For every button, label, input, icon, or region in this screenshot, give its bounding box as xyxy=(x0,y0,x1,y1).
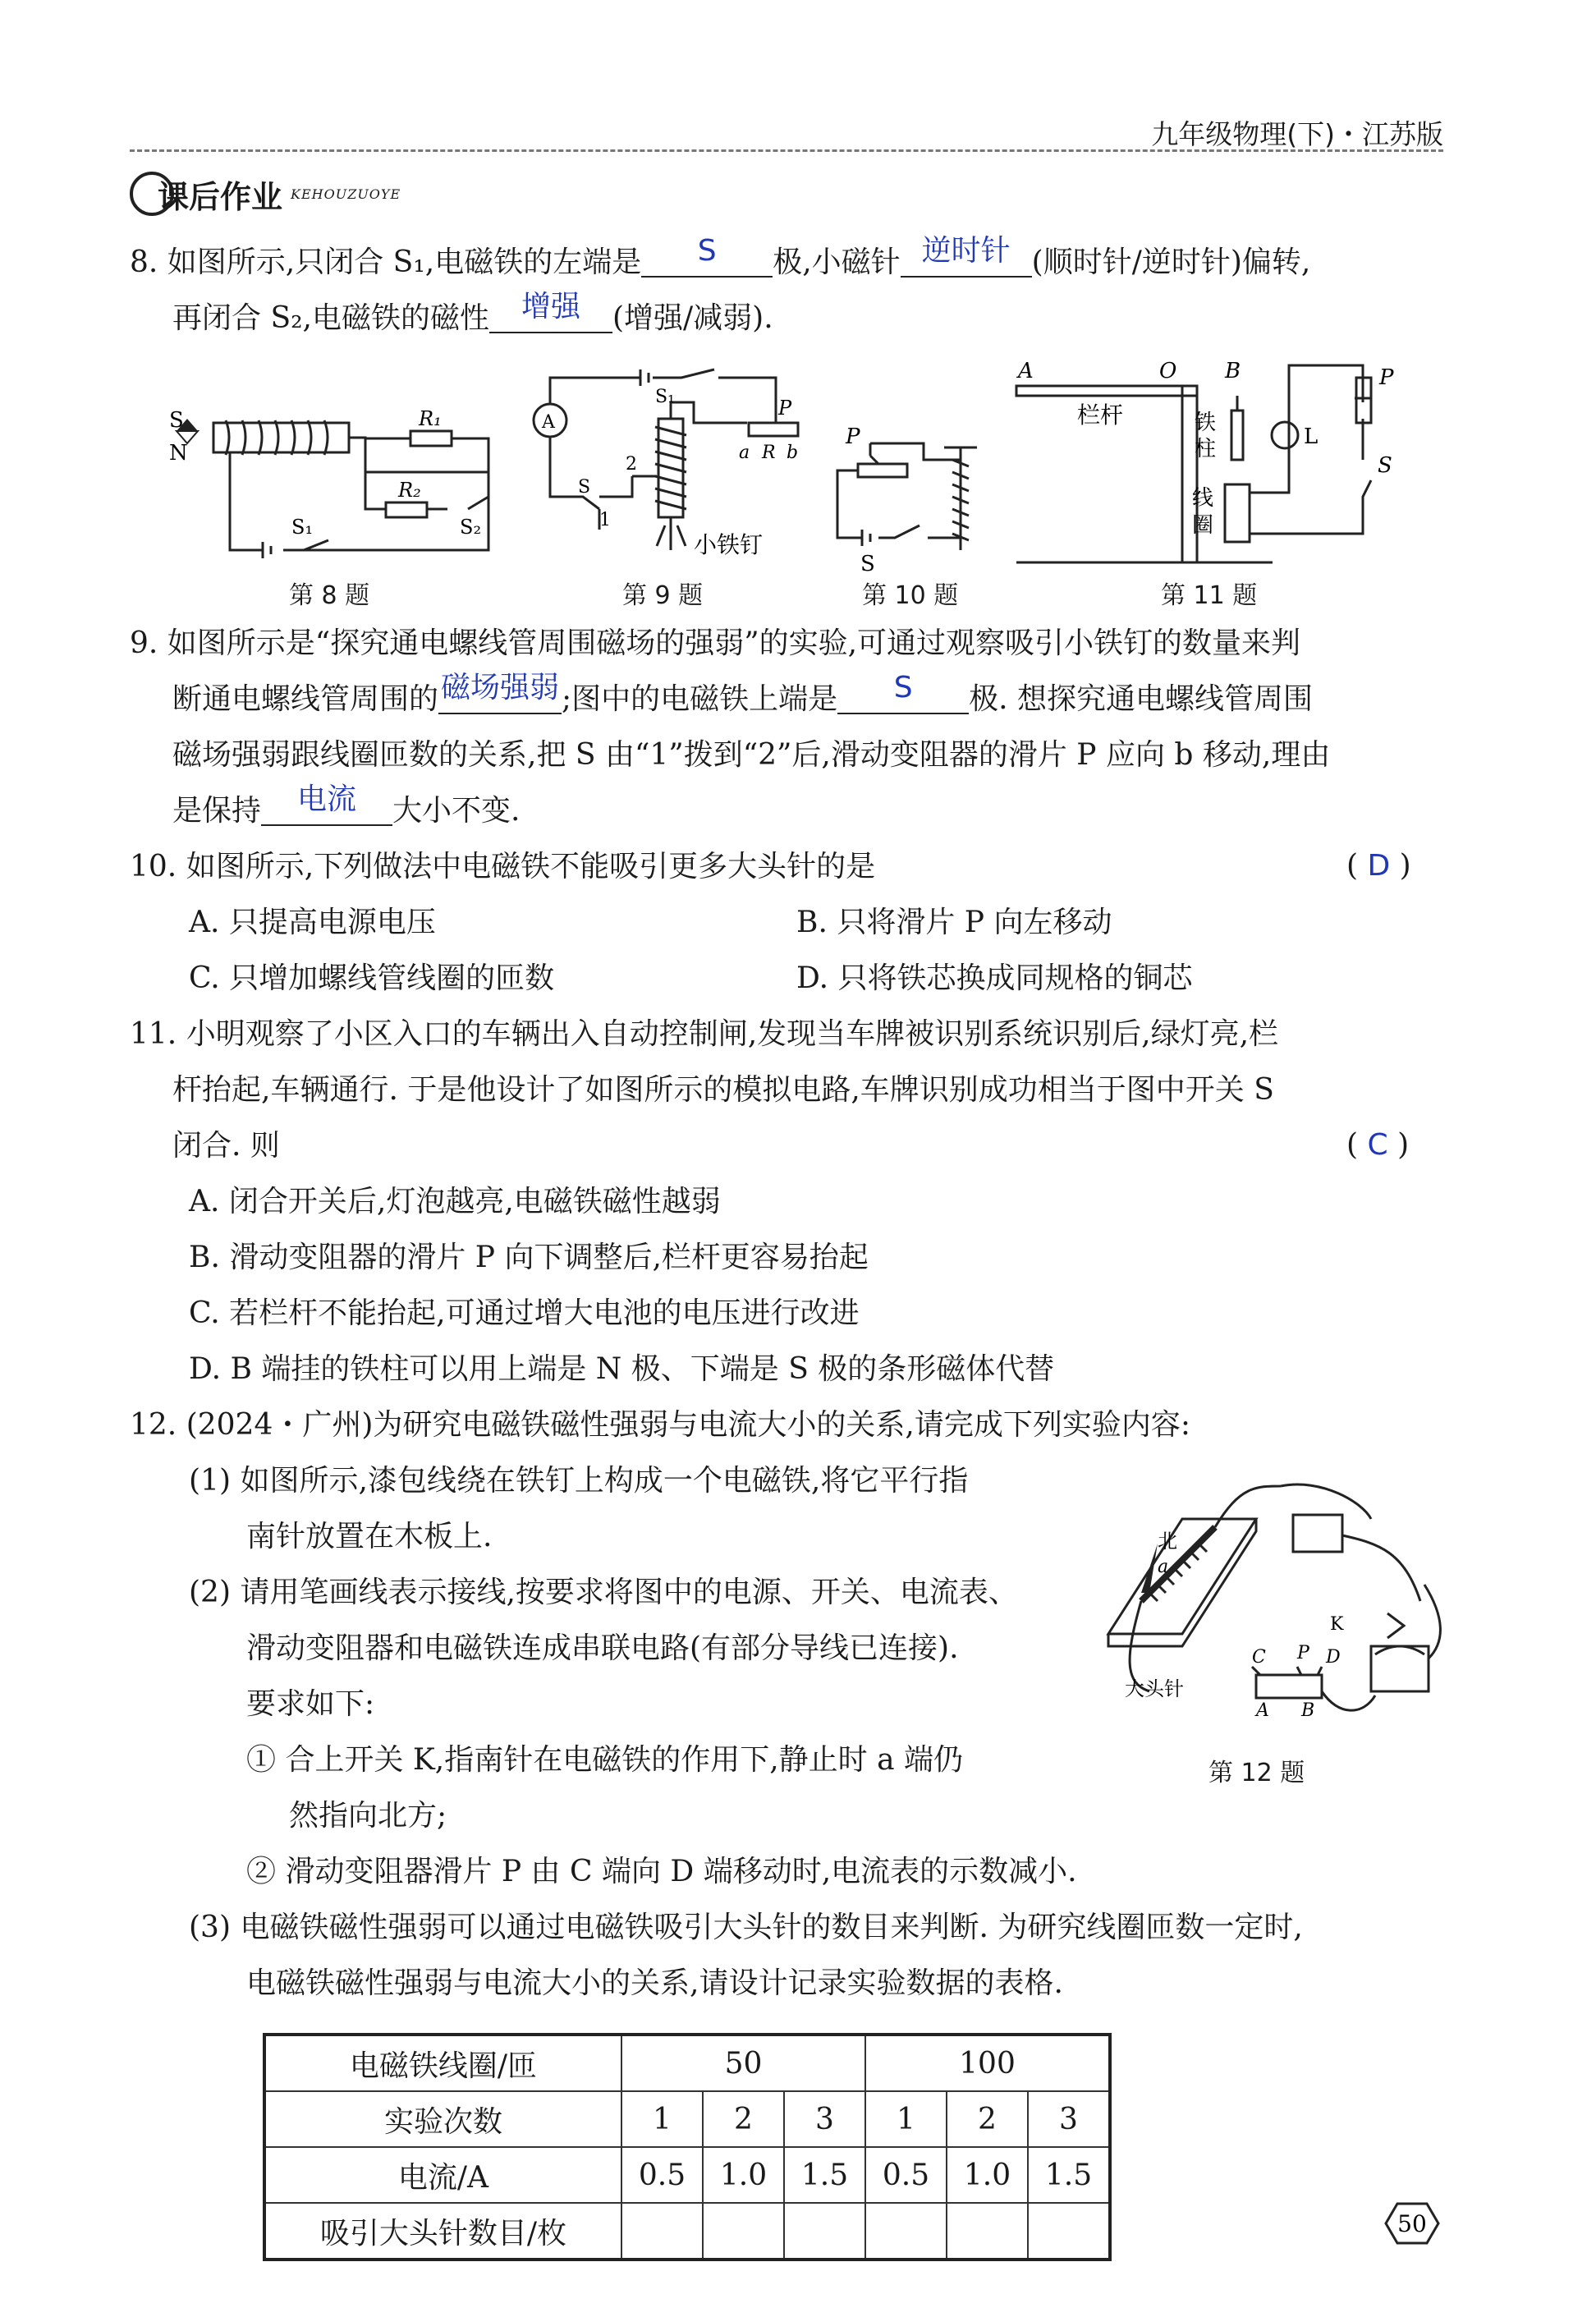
table-header-trial: 实验次数 xyxy=(264,2091,621,2147)
section-logo xyxy=(130,168,401,219)
table-cell: 1.0 xyxy=(703,2147,784,2203)
fig9-label-2: 2 xyxy=(626,454,637,475)
figure-10-circuit xyxy=(829,427,1002,575)
fig9-label-b: b xyxy=(787,443,799,463)
table-cell xyxy=(621,2203,703,2260)
fig10-label-s: S xyxy=(860,552,875,575)
table-cell: 0.5 xyxy=(621,2147,703,2203)
q12-part1b: 南针放置在木板上. xyxy=(246,1520,493,1553)
caption-fig9: 第 9 题 xyxy=(622,581,704,610)
fig11-label-b: B xyxy=(1225,359,1241,383)
fig11-label-iron1: 铁 xyxy=(1195,411,1217,435)
q11-option-c: C. 若栏杆不能抬起,可通过增大电池的电压进行改进 xyxy=(189,1296,860,1330)
q12-req1b: 然指向北方; xyxy=(289,1799,447,1833)
q10-option-a: A. 只提高电源电压 xyxy=(189,906,436,939)
table-header-pins: 吸引大头针数目/枚 xyxy=(264,2203,621,2260)
fig8-label-s1: S₁ xyxy=(291,516,314,539)
fig11-label-p: P xyxy=(1379,365,1394,390)
fig11-label-coil1: 线 xyxy=(1192,486,1214,511)
fig8-label-r2: R₂ xyxy=(398,479,421,502)
q9-blank2: S xyxy=(837,680,969,714)
fig9-label-p: P xyxy=(778,397,792,420)
table-row xyxy=(264,2203,1110,2260)
fig9-label-a2: a xyxy=(739,443,750,463)
q11-answer: ( C ) xyxy=(1346,1128,1410,1162)
fig8-label-s: S xyxy=(169,408,184,433)
table-cell xyxy=(865,2203,947,2260)
q12-req1a: ① 合上开关 K,指南针在电磁铁的作用下,静止时 a 端仍 xyxy=(246,1743,964,1777)
q8-blank3: 增强 xyxy=(489,299,612,333)
q11-line3: 闭合. 则 xyxy=(172,1129,280,1163)
q12-stem: 12. (2024・广州)为研究电磁铁磁性强弱与电流大小的关系,请完成下列实验内容: xyxy=(130,1408,1190,1442)
fig12-label-a: a xyxy=(1158,1557,1169,1577)
fig12-label-a-terminal: A xyxy=(1256,1700,1269,1721)
q12-part2c: 要求如下: xyxy=(246,1687,375,1721)
fig12-label-b: B xyxy=(1301,1700,1315,1721)
table-cell xyxy=(703,2203,784,2260)
fig9-label-s1: S₁ xyxy=(655,387,675,407)
q12-req2: ② 滑动变阻器滑片 P 由 C 端向 D 端移动时,电流表的示数减小. xyxy=(246,1855,1077,1888)
figure-9-circuit xyxy=(517,361,829,567)
figure-12-apparatus xyxy=(1092,1470,1461,1741)
q10-option-b: B. 只将滑片 P 向左移动 xyxy=(796,906,1112,939)
fig12-label-k: K xyxy=(1330,1614,1344,1635)
table-cell xyxy=(1028,2203,1110,2260)
fig12-label-c: C xyxy=(1252,1647,1266,1668)
q12-part2b: 滑动变阻器和电磁铁连成串联电路(有部分导线已连接). xyxy=(246,1631,959,1665)
q9-line1: 9. 如图所示是“探究通电螺线管周围磁场的强弱”的实验,可通过观察吸引小铁钉的数量来判 xyxy=(130,626,1301,660)
fig8-label-n: N xyxy=(169,441,188,466)
q8-line1: 8. 如图所示,只闭合 S₁,电磁铁的左端是 S 极,小磁针 逆时针 (顺时针/逆时针)偏转, xyxy=(130,234,1311,279)
q11-option-d: D. B 端挂的铁柱可以用上端是 N 极、下端是 S 极的条形磁体代替 xyxy=(189,1352,1055,1386)
table-cell: 1.0 xyxy=(947,2147,1028,2203)
caption-fig11: 第 11 题 xyxy=(1161,581,1258,610)
q10-option-d: D. 只将铁芯换成同规格的铜芯 xyxy=(796,961,1193,995)
fig9-label-nails: 小铁钉 xyxy=(694,531,764,558)
table-coil-group: 50 xyxy=(621,2035,865,2091)
caption-fig8: 第 8 题 xyxy=(289,581,370,610)
table-cell: 0.5 xyxy=(865,2147,947,2203)
caption-fig10: 第 10 题 xyxy=(862,581,959,610)
resistor-r1 xyxy=(410,431,452,446)
fig9-label-1: 1 xyxy=(599,510,611,530)
fig12-label-p: P xyxy=(1297,1643,1309,1663)
q8-line2: 再闭合 S₂,电磁铁的磁性 增强 (增强/减弱). xyxy=(172,290,773,335)
fig11-label-o: O xyxy=(1159,359,1177,383)
q12-part3a: (3) 电磁铁磁性强弱可以通过电磁铁吸引大头针的数目来判断. 为研究线圈匝数一定时, xyxy=(189,1911,1303,1944)
table-cell: 1 xyxy=(621,2091,703,2147)
table-cell: 3 xyxy=(1028,2091,1110,2147)
q12-part2a: (2) 请用笔画线表示接线,按要求将图中的电源、开关、电流表、 xyxy=(189,1576,1018,1609)
section-subtitle: KEHOUZUOYE xyxy=(291,186,401,202)
fig12-label-north: 北 xyxy=(1158,1530,1177,1553)
q11-line2: 杆抬起,车辆通行. 于是他设计了如图所示的模拟电路,车牌识别成功相当于图中开关 S xyxy=(172,1073,1274,1107)
q11-option-a: A. 闭合开关后,灯泡越亮,电磁铁磁性越弱 xyxy=(189,1185,721,1218)
q11-line1: 11. 小明观察了小区入口的车辆出入自动控制闸,发现当车牌被识别系统识别后,绿灯亮,栏 xyxy=(130,1017,1279,1051)
fig8-label-s2: S₂ xyxy=(460,516,482,539)
table-cell xyxy=(947,2203,1028,2260)
running-header: 九年级物理(下)・江苏版 xyxy=(1151,118,1443,150)
q10-stem: 10. 如图所示,下列做法中电磁铁不能吸引更多大头针的是 xyxy=(130,850,876,883)
fig12-label-d: D xyxy=(1326,1647,1341,1668)
fig11-coil xyxy=(1225,484,1250,542)
fig12-battery xyxy=(1293,1515,1342,1552)
table-cell: 1 xyxy=(865,2091,947,2147)
header-divider xyxy=(130,149,1443,152)
table-header-current: 电流/A xyxy=(264,2147,621,2203)
table-cell: 1.5 xyxy=(1028,2147,1110,2203)
table-header-coils: 电磁铁线圈/匝 xyxy=(264,2035,621,2091)
figure-8-circuit xyxy=(164,402,509,575)
table-cell: 2 xyxy=(703,2091,784,2147)
fig11-label-lever: 栏杆 xyxy=(1077,401,1124,429)
fig12-label-pins: 大头针 xyxy=(1125,1677,1184,1700)
fig11-label-a: A xyxy=(1018,359,1034,383)
table-coil-group: 100 xyxy=(865,2035,1110,2091)
q9-blank3: 电流 xyxy=(261,791,392,826)
fig9-label-s: S xyxy=(578,477,591,498)
fig10-rheostat xyxy=(858,464,907,477)
q8-blank2: 逆时针 xyxy=(901,243,1032,278)
data-record-table xyxy=(263,2033,1112,2261)
fig11-label-iron2: 柱 xyxy=(1195,437,1217,461)
caption-fig12: 第 12 题 xyxy=(1208,1759,1305,1787)
fig11-label-l: L xyxy=(1304,424,1319,449)
q9-line4: 是保持 电流 大小不变. xyxy=(172,782,521,828)
q12-part3b: 电磁铁磁性强弱与电流大小的关系,请设计记录实验数据的表格. xyxy=(246,1966,1063,2000)
table-cell: 3 xyxy=(784,2091,865,2147)
q10-answer: ( D ) xyxy=(1346,849,1411,883)
section-title: 课后作业 xyxy=(158,178,283,215)
fig9-label-a: A xyxy=(542,412,555,433)
fig11-label-coil2: 圈 xyxy=(1192,513,1214,538)
fig11-iron-bar xyxy=(1231,411,1243,460)
figure-11-circuit xyxy=(1010,353,1420,575)
table-cell: 1.5 xyxy=(784,2147,865,2203)
page-number-badge xyxy=(1383,2200,1442,2246)
fig12-rheostat xyxy=(1256,1675,1322,1698)
fig9-rheostat xyxy=(749,423,798,436)
table-row xyxy=(264,2035,1110,2091)
table-cell xyxy=(784,2203,865,2260)
fig11-label-s: S xyxy=(1378,453,1392,478)
q9-line3: 磁场强弱跟线圈匝数的关系,把 S 由“1”拨到“2”后,滑动变阻器的滑片 P 应向 b 移动,理由 xyxy=(172,738,1331,772)
q12-part1a: (1) 如图所示,漆包线绕在铁钉上构成一个电磁铁,将它平行指 xyxy=(189,1464,969,1498)
q11-option-b: B. 滑动变阻器的滑片 P 向下调整后,栏杆更容易抬起 xyxy=(189,1241,869,1274)
fig8-label-r1: R₁ xyxy=(419,407,442,430)
fig10-label-p: P xyxy=(846,427,860,449)
table-row xyxy=(264,2147,1110,2203)
page-number: 50 xyxy=(1397,2210,1427,2237)
table-cell: 2 xyxy=(947,2091,1028,2147)
fig11-lever xyxy=(1016,386,1197,396)
q9-blank1: 磁场强弱 xyxy=(438,680,562,714)
q8-blank1: S xyxy=(641,243,773,278)
table-row xyxy=(264,2091,1110,2147)
fig12-switch xyxy=(1387,1613,1404,1638)
fig9-label-r: R xyxy=(762,443,776,463)
q10-option-c: C. 只增加螺线管线圈的匝数 xyxy=(189,961,555,995)
q9-line2: 断通电螺线管周围的磁场强弱;图中的电磁铁上端是 S 极. 想探究通电螺线管周围 xyxy=(172,671,1314,716)
resistor-r2 xyxy=(386,502,427,517)
